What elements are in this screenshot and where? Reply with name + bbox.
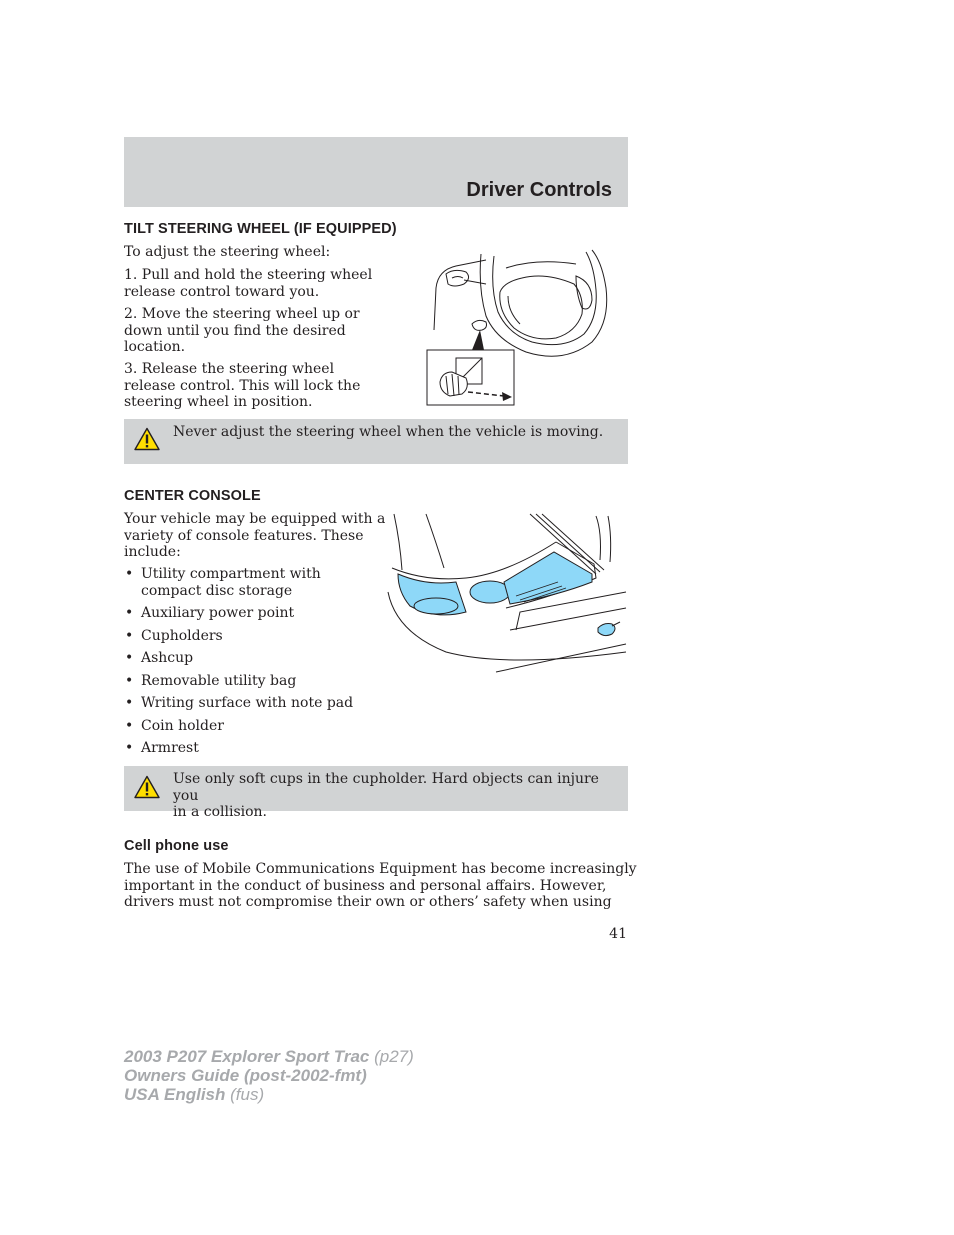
warning-text-line: in a collision. [173, 804, 268, 820]
wheel-rim-outer [480, 250, 607, 356]
footer-language: USA English [124, 1085, 226, 1104]
console-intro-line: Your vehicle may be equipped with a [124, 511, 386, 527]
console-feature-list [124, 566, 381, 763]
cell-paragraph-line: drivers must not compromise their own or others’ safety when using [124, 894, 612, 910]
footer-line-2 [124, 1066, 414, 1085]
cell-paragraph [124, 861, 637, 911]
list-item: • Utility compartment with compact disc storage [124, 566, 381, 599]
document-footer [124, 1047, 414, 1104]
list-item: • Removable utility bag [124, 673, 381, 690]
list-item: • Armrest [124, 740, 381, 757]
console-intro-line: include: [124, 544, 181, 560]
list-item: • Auxiliary power point [124, 605, 381, 622]
cell-paragraph-line: The use of Mobile Communications Equipment has become increasingly [124, 861, 637, 877]
chapter-header-band [124, 137, 628, 207]
console-intro [124, 511, 385, 561]
release-lever [472, 320, 487, 330]
list-item: • Ashcup [124, 650, 381, 667]
list-item: • Coin holder [124, 718, 381, 735]
footer-model-code: (p27) [369, 1047, 414, 1066]
list-item: • Cupholders [124, 628, 381, 645]
tilt-step1-line: release control toward you. [124, 283, 320, 300]
chapter-title: Driver Controls [466, 179, 612, 201]
tilt-step3-line: steering wheel in position. [124, 394, 313, 410]
footer-line-3 [124, 1085, 414, 1104]
cell-heading: Cell phone use [124, 838, 229, 854]
callout-pointer [472, 330, 484, 350]
tilt-heading: TILT STEERING WHEEL (IF EQUIPPED) [124, 221, 397, 237]
tilt-step3 [124, 361, 360, 411]
cell-paragraph-line: important in the conduct of business and personal affairs. However, [124, 877, 607, 894]
center-console-illustration [386, 512, 628, 678]
steering-wheel-illustration [426, 248, 610, 408]
tilt-step2-line: 2. Move the steering wheel up or [124, 306, 360, 322]
warning-box-steering [124, 419, 628, 464]
page-number: 41 [609, 926, 627, 942]
console-heading: CENTER CONSOLE [124, 488, 261, 504]
footer-language-code: (fus) [225, 1085, 265, 1104]
cupholder-right [470, 581, 510, 603]
warning-triangle-icon [134, 427, 160, 451]
tilt-step2 [124, 306, 360, 356]
warning-box-cupholder [124, 766, 628, 820]
footer-line-1 [124, 1047, 414, 1066]
airbag-cover [500, 276, 583, 339]
tilt-step1 [124, 267, 372, 300]
warning-text [173, 771, 621, 821]
list-item: • Writing surface with note pad [124, 695, 381, 712]
utility-compartment [504, 552, 592, 604]
tilt-intro: To adjust the steering wheel: [124, 244, 331, 260]
warning-text-line: Use only soft cups in the cupholder. Hard objects can injure you [173, 771, 599, 804]
warning-triangle-icon [134, 775, 160, 799]
warning-text: Never adjust the steering wheel when the vehicle is moving. [173, 424, 604, 440]
tilt-step3-line: 3. Release the steering wheel [124, 361, 335, 377]
tilt-step2-line: down until you find the desired [124, 322, 346, 339]
console-intro-line: variety of console features. These [124, 527, 364, 544]
footer-guide: Owners Guide (post-2002-fmt) [124, 1066, 367, 1085]
tilt-step1-line: 1. Pull and hold the steering wheel [124, 267, 373, 283]
stalk-end [446, 270, 469, 286]
wheel-spoke-right [576, 276, 592, 309]
tilt-step3-line: release control. This will lock the [124, 377, 361, 394]
tilt-step2-line: location. [124, 339, 186, 355]
footer-model: 2003 P207 Explorer Sport Trac [124, 1047, 370, 1066]
